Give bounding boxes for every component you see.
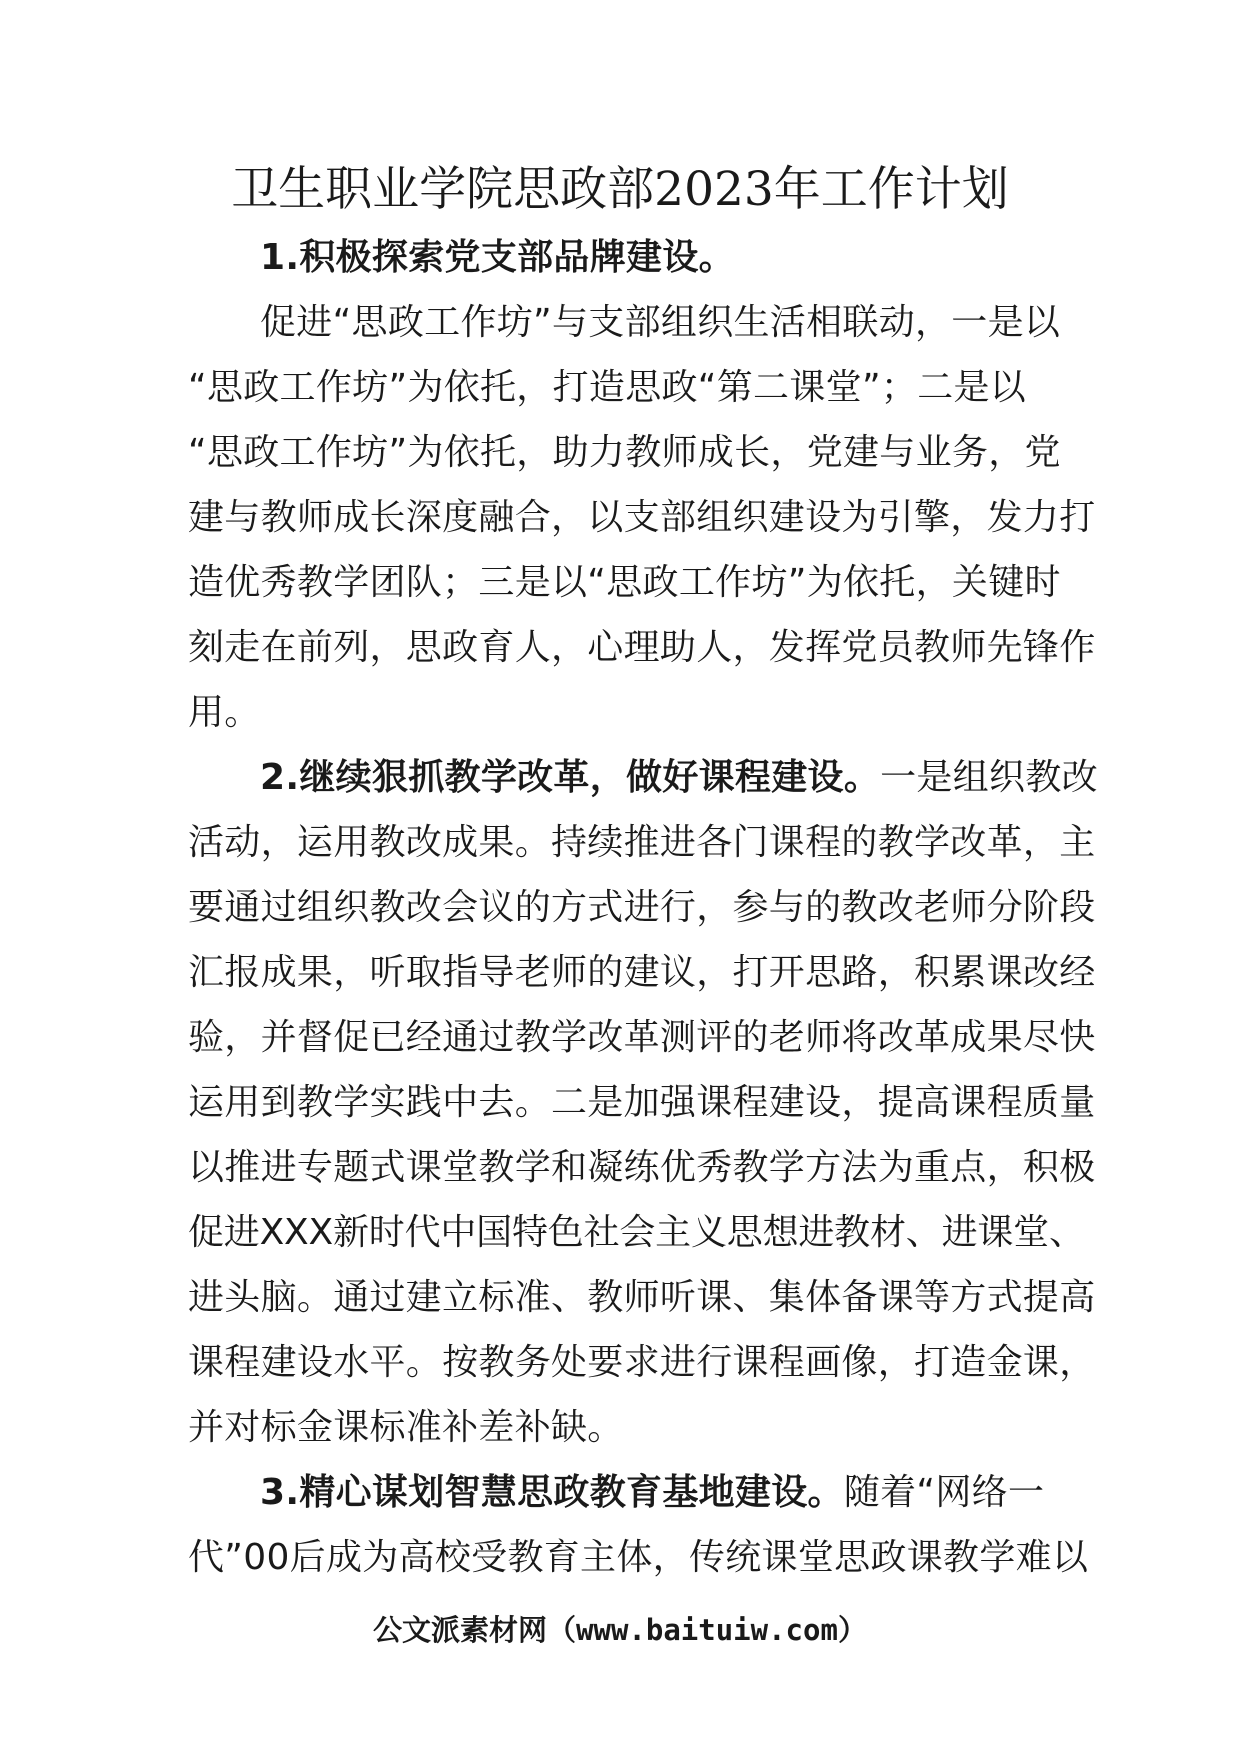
paragraph-line: 促进“思政工作坊”与支部组织生活相联动，一是以 bbox=[260, 302, 1061, 343]
paragraph-line: 造优秀教学团队；三是以“思政工作坊”为依托，关键时 bbox=[188, 562, 1061, 603]
document-body bbox=[188, 225, 1098, 1590]
section2-first-line bbox=[188, 745, 1098, 810]
paragraph-line: 要通过组织教改会议的方式进行，参与的教改老师分阶段 bbox=[188, 887, 1096, 928]
paragraph-line: 刻走在前列，思政育人，心理助人，发挥党员教师先锋作 bbox=[188, 627, 1096, 668]
page-footer bbox=[0, 1608, 1240, 1652]
section2-heading: 2.继续狠抓教学改革，做好课程建设。 bbox=[260, 757, 881, 798]
footer-url-link[interactable]: www.baituiw.com bbox=[576, 1613, 838, 1647]
paragraph-line: 进头脑。通过建立标准、教师听课、集体备课等方式提高 bbox=[188, 1277, 1096, 1318]
section3-heading: 3.精心谋划智慧思政教育基地建设。 bbox=[260, 1472, 844, 1513]
section2-first-line-rest: 一是组织教改 bbox=[880, 757, 1098, 798]
paragraph-line: 用。 bbox=[188, 692, 261, 733]
paragraph-line: 活动，运用教改成果。持续推进各门课程的教学改革，主 bbox=[188, 822, 1096, 863]
paragraph-line: “思政工作坊”为依托，打造思政“第二课堂”；二是以 bbox=[188, 367, 1027, 408]
paragraph-line: 建与教师成长深度融合，以支部组织建设为引擎，发力打 bbox=[188, 497, 1096, 538]
paragraph-line: 汇报成果，听取指导老师的建议，打开思路，积累课改经 bbox=[188, 952, 1096, 993]
document-title: 卫生职业学院思政部2023年工作计划 bbox=[231, 162, 1009, 217]
paragraph-line: 并对标金课标准补差补缺。 bbox=[188, 1407, 624, 1448]
footer-suffix: ） bbox=[837, 1613, 867, 1647]
paragraph-line: “思政工作坊”为依托，助力教师成长，党建与业务，党 bbox=[188, 432, 1061, 473]
footer-prefix: 公文派素材网（ bbox=[373, 1613, 577, 1647]
paragraph-line: 代”00后成为高校受教育主体，传统课堂思政课教学难以 bbox=[188, 1537, 1089, 1578]
paragraph-line: 运用到教学实践中去。二是加强课程建设，提高课程质量 bbox=[188, 1082, 1096, 1123]
section3-first-line-rest: 随着“网络一 bbox=[843, 1472, 1045, 1513]
paragraph-line: 课程建设水平。按教务处要求进行课程画像，打造金课， bbox=[188, 1342, 1096, 1383]
section1-heading: 1.积极探索党支部品牌建设。 bbox=[260, 237, 735, 278]
section3-first-line bbox=[188, 1460, 1053, 1525]
paragraph-line: 促进XXX新时代中国特色社会主义思想进教材、进课堂、 bbox=[188, 1212, 1085, 1253]
paragraph-line: 验，并督促已经通过教学改革测评的老师将改革成果尽快 bbox=[188, 1017, 1096, 1058]
paragraph-line: 以推进专题式课堂教学和凝练优秀教学方法为重点，积极 bbox=[188, 1147, 1096, 1188]
